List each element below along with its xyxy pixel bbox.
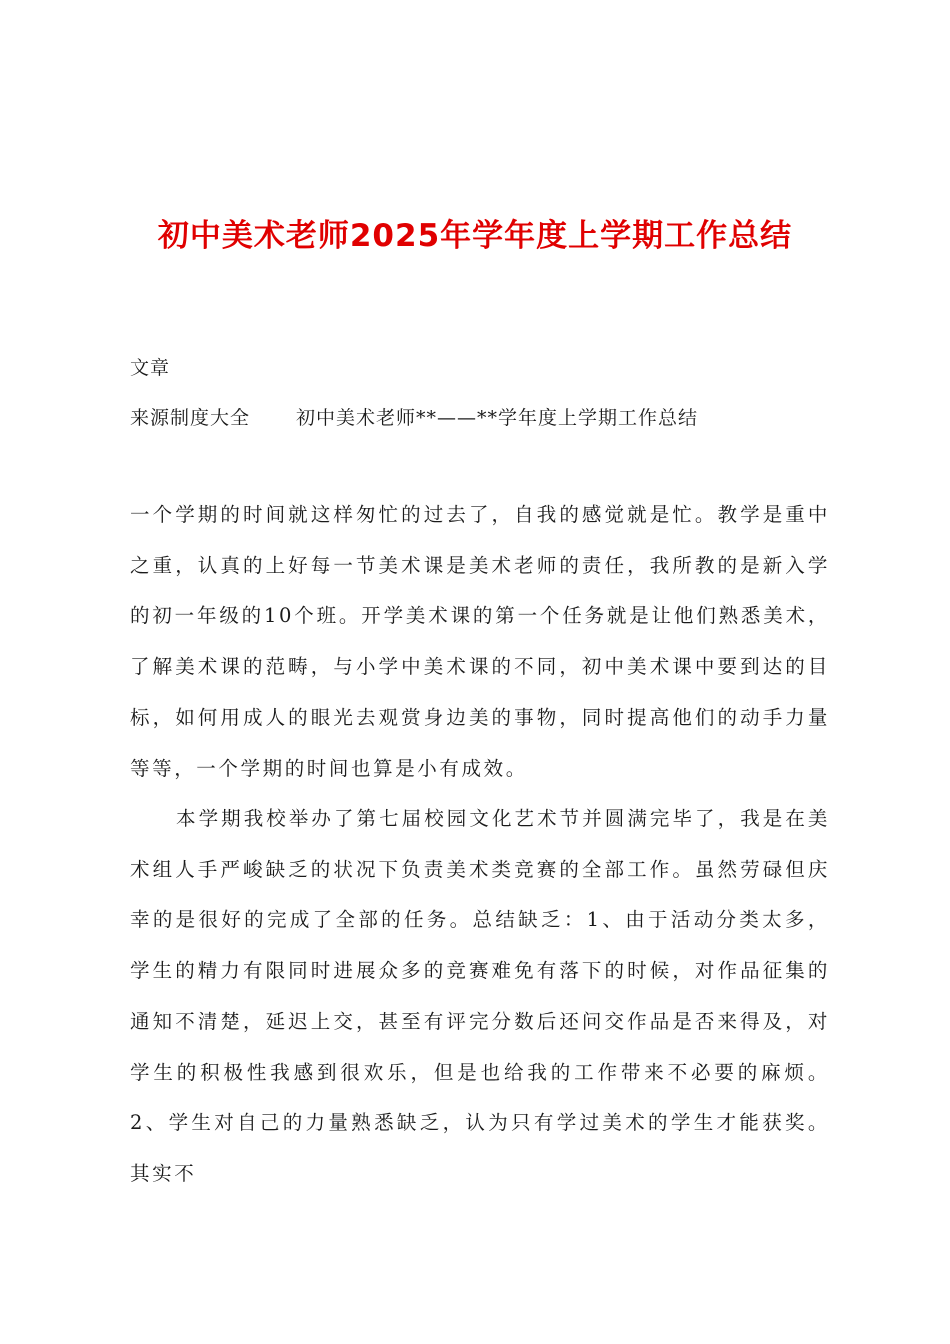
paragraph-2: 本学期我校举办了第七届校园文化艺术节并圆满完毕了，我是在美术组人手严峻缺乏的状况下负责美术类竞赛的全部工作。虽然劳碌但庆幸的是很好的完成了全部的任务。总结缺乏：1、由于活动分类太多，学生的精力有限同时进展众多的竞赛难免有落下的时候，对作品征集的通知不清楚，延迟上交，甚至有评完分数后还问交作品是否来得及，对学生的积极性我感到很欢乐，但是也给我的工作带来不必要的麻烦。2、学生对自己的力量熟悉缺乏，认为只有学过美术的学生才能获奖。其实不 [130, 807, 830, 1185]
source-label: 来源制度大全 [130, 407, 251, 429]
document-title: 初中美术老师2025年学年度上学期工作总结 [157, 218, 793, 254]
subtitle: 初中美术老师**——**学年度上学期工作总结 [296, 407, 699, 429]
article-label: 文章 [130, 357, 171, 379]
source-line [130, 403, 698, 430]
paragraph-1: 一个学期的时间就这样匆忙的过去了，自我的感觉就是忙。教学是重中之重，认真的上好每一节美术课是美术老师的责任，我所教的是新入学的初一年级的10个班。开学美术课的第一个任务就是让他们熟悉美术，了解美术课的范畴，与小学中美术课的不同，初中美术课中要到达的目标，如何用成人的眼光去观赏身边美的事物，同时提高他们的动手力量等等，一个学期的时间也算是小有成效。 [130, 503, 830, 780]
